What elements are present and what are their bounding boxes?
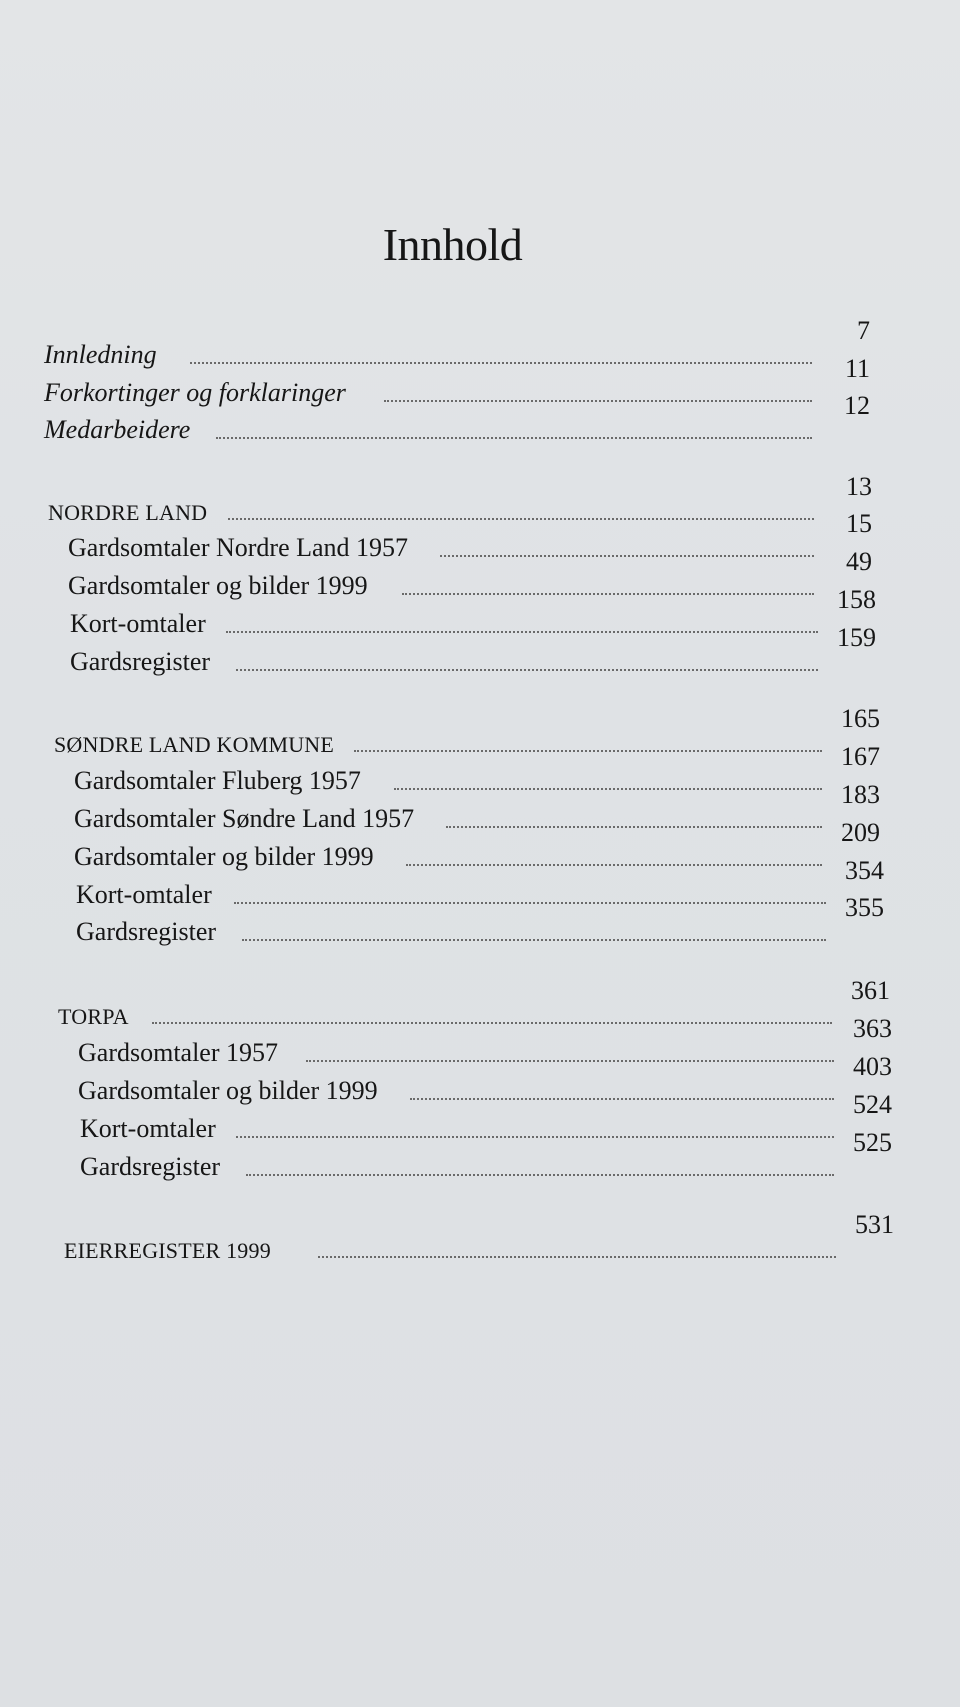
dot-leader (226, 631, 818, 633)
dot-leader (306, 1060, 834, 1062)
toc-entry-label: Innledning (44, 340, 157, 369)
toc-page-number: 183 (841, 780, 880, 809)
toc-entry-label: Gardsomtaler og bilder 1999 (68, 571, 368, 600)
toc-entry-label: Gardsregister (70, 647, 211, 676)
dot-leader (228, 518, 814, 520)
dot-leader (236, 669, 818, 671)
dot-leader (410, 1098, 834, 1100)
toc-entry-label: Gardsomtaler Søndre Land 1957 (74, 804, 415, 833)
toc-entry (78, 1014, 892, 1068)
toc-page-number: 209 (841, 818, 880, 847)
toc-page-number: 158 (837, 585, 876, 614)
toc-entry-label: Kort-omtaler (80, 1114, 216, 1143)
toc-entry-label: Gardsregister (76, 917, 217, 946)
toc-entry-label: Gardsomtaler 1957 (78, 1038, 279, 1067)
toc-entry-label: Gardsregister (80, 1152, 221, 1181)
toc-entry (44, 316, 870, 370)
toc-page-number: 524 (853, 1090, 892, 1119)
toc-page-number: 354 (845, 856, 884, 885)
dot-leader (440, 555, 814, 557)
toc-entry-label: EIERREGISTER 1999 (64, 1238, 271, 1263)
toc-entry-label: Gardsomtaler Fluberg 1957 (74, 766, 361, 795)
dot-leader (446, 826, 822, 828)
toc-entry (48, 472, 872, 526)
toc-page-number: 525 (853, 1128, 892, 1157)
dot-leader (152, 1022, 832, 1024)
dot-leader (406, 864, 822, 866)
toc-page-number: 7 (857, 316, 870, 345)
toc-entry (68, 509, 872, 563)
toc-page-number: 167 (841, 742, 880, 771)
toc-page-number: 49 (846, 547, 872, 576)
toc-entry-label: Forkortinger og forklaringer (44, 378, 346, 407)
toc-page-number: 165 (841, 704, 880, 733)
dot-leader (394, 788, 822, 790)
toc-entry-label: Kort-omtaler (70, 609, 206, 638)
toc-page-number: 403 (853, 1052, 892, 1081)
dot-leader (402, 593, 814, 595)
dot-leader (318, 1256, 836, 1258)
toc-page-number: 11 (844, 354, 870, 383)
dot-leader (246, 1174, 834, 1176)
toc-entry-label: Kort-omtaler (76, 880, 212, 909)
toc-entry (54, 704, 880, 758)
toc-page-number: 355 (845, 893, 884, 922)
toc-page-number: 531 (855, 1210, 894, 1239)
toc-page-number: 361 (851, 976, 890, 1005)
toc-entry (64, 1210, 894, 1264)
toc-page-number: 12 (844, 391, 870, 420)
dot-leader (242, 939, 826, 941)
toc-entry-label: Medarbeidere (44, 415, 191, 444)
toc-entry-label: Gardsomtaler Nordre Land 1957 (68, 533, 409, 562)
dot-leader (384, 400, 812, 402)
page-title: Innhold (382, 219, 523, 270)
toc-entry-label: TORPA (58, 1004, 129, 1029)
toc-entry-label: Gardsomtaler og bilder 1999 (78, 1076, 378, 1105)
toc-page-number: 15 (846, 509, 872, 538)
toc-page-number: 363 (853, 1014, 892, 1043)
toc-entry-label: SØNDRE LAND KOMMUNE (54, 732, 335, 757)
toc-page-number: 13 (846, 472, 872, 501)
toc-entry (58, 976, 890, 1030)
toc-entry-label: Gardsomtaler og bilder 1999 (74, 842, 374, 871)
dot-leader (236, 1136, 834, 1138)
dot-leader (354, 750, 822, 752)
dot-leader (216, 437, 812, 439)
toc-entry-label: NORDRE LAND (48, 500, 208, 525)
dot-leader (234, 902, 826, 904)
toc-page-number: 159 (837, 623, 876, 652)
dot-leader (190, 362, 812, 364)
